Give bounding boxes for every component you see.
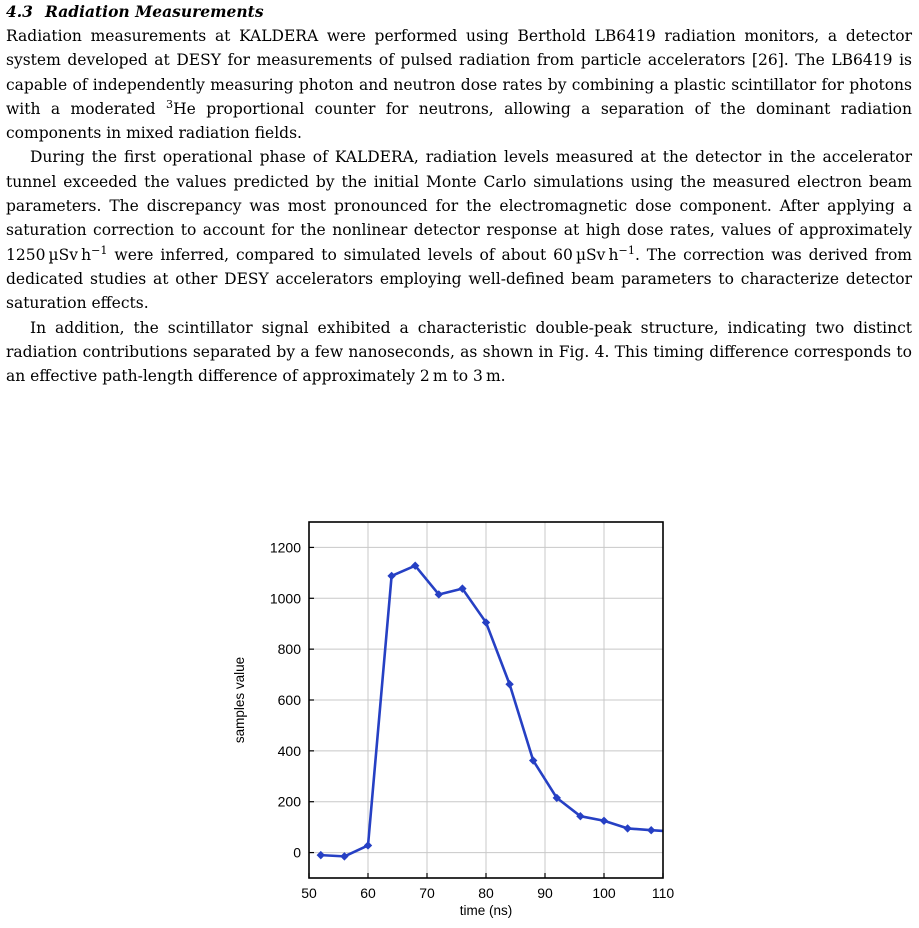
series-layer (317, 562, 679, 861)
text-run: During the first operational phase of KALDERA, radiation levels measured at the detector in the accelerator tunnel exceeded the values predicted by the initial Monte Carlo simulations using the measured electron beam parameters. The discrepancy was most pronounced for the electromagnetic dose component. After applying a saturation correction to account for the non (6, 148, 912, 240)
paragraph-3 (6, 316, 912, 389)
text-run: . The correction was derived from dedicated studies at other DESY accelerators employing well-defined beam parameters to characterize detector saturation effects. (6, 245, 912, 313)
superscript: −1 (91, 243, 108, 257)
x-axis-label: time (ns) (459, 903, 513, 918)
data-point (364, 841, 372, 849)
section-number: 4.3 (6, 2, 33, 21)
text-run: itors, a detector system developed at DESY for measurements of pulsed radiation from particle accelerators [26]. The LB6419 is capable of independently measuring photon and neutron dose rates by combining a plastic scintillator for photons with a moderated (6, 27, 912, 118)
data-point (600, 817, 608, 825)
superscript: 3 (166, 97, 174, 111)
paper-page (6, 0, 912, 388)
x-tick-label: 70 (419, 885, 435, 901)
y-tick-label: 800 (277, 641, 301, 658)
data-point (340, 852, 348, 860)
figure-4 (220, 510, 690, 922)
x-tick-label: 60 (360, 885, 376, 901)
data-point (505, 680, 513, 688)
y-tick-label: 1000 (269, 590, 301, 607)
paragraph-2 (6, 145, 912, 315)
section-heading (6, 0, 912, 24)
paragraph-1 (6, 24, 912, 145)
grid (309, 522, 663, 878)
data-point (623, 824, 631, 832)
text-run: He proportional counter for neutrons, allowing a separation of the dominant radiation components in mixed radiation fields. (6, 99, 912, 143)
text-run: Radiation measurements at KALDERA were performed using Berthold LB6419 radiation mon (6, 27, 779, 45)
text-run: were inferred, compared to simulated levels of about 60 µSv h (107, 245, 619, 264)
y-tick-label: 400 (277, 742, 301, 759)
y-tick-label: 600 (277, 692, 301, 708)
superscript: −1 (618, 243, 635, 257)
x-tick-label: 110 (651, 885, 675, 901)
x-tick-label: 80 (478, 885, 494, 901)
section-title: Radiation Measurements (44, 2, 264, 21)
timing-chart (220, 510, 690, 922)
text-run: In addition, the scintillator signal exhibited a characteristic double-peak structure, indicating two distinct radiation contributions separated by a few nanoseconds, as shown in Fig. 4. This timing difference corresponds to an effective path-length difference of approximately 2 m to 3 m. (6, 318, 912, 386)
y-tick-label: 1200 (269, 539, 301, 556)
data-point (387, 572, 395, 580)
data-point (671, 828, 679, 836)
x-tick-label: 100 (592, 885, 616, 901)
data-point (647, 826, 655, 834)
x-tick-label: 90 (537, 885, 553, 901)
y-tick-label: 200 (277, 793, 301, 810)
x-tick-label: 50 (301, 885, 317, 901)
text-run: linear detector response at high dose rates, values of approximately 1250 µSv h (6, 221, 913, 264)
series-line (321, 566, 675, 857)
tick-layer (270, 539, 675, 901)
y-axis-label: samples value (232, 656, 247, 744)
y-tick-label: 0 (293, 844, 301, 861)
